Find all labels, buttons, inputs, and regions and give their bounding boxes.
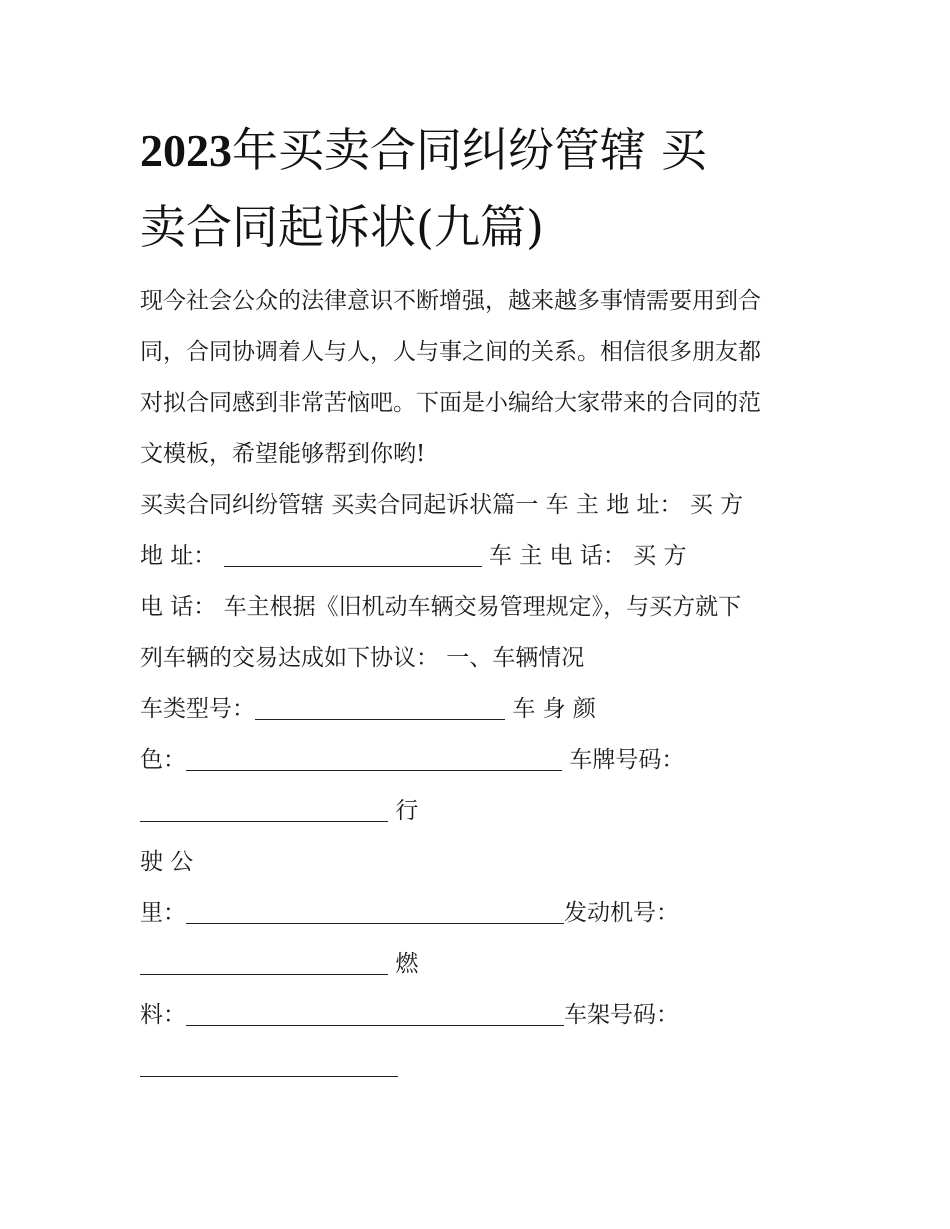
mileage-label-start: 行 [395, 798, 419, 824]
address-label: 地 址： [140, 543, 217, 569]
engine-label: 发动机号： [564, 900, 679, 926]
mileage-line [140, 888, 820, 939]
frame-label: 车架号码： [564, 1002, 679, 1028]
document-body [140, 276, 820, 1092]
fuel-label-start: 燃 [395, 951, 419, 977]
vehicle-type-label: 车类型号： [140, 696, 255, 722]
plate-blank[interactable] [140, 791, 388, 822]
intro-line-2: 同，合同协调着人与人，人与事之间的关系。相信很多朋友都 [140, 339, 761, 365]
title-year: 2023 [140, 125, 232, 176]
owner-phone-label: 车 主 电 话： 买 方 [488, 543, 687, 569]
phone-line: 电 话： 车主根据《旧机动车辆交易管理规定》，与买方就下 [140, 594, 742, 620]
fuel-label-end: 料： [140, 1002, 186, 1028]
intro-line-3: 对拟合同感到非常苦恼吧。下面是小编给大家带来的合同的范 [140, 390, 761, 416]
frame-blank[interactable] [140, 1046, 398, 1077]
agreement-line: 列车辆的交易达成如下协议： 一、车辆情况 [140, 645, 585, 671]
body-color-label-start: 车 身 颜 [512, 696, 596, 722]
engine-blank[interactable] [140, 944, 388, 975]
address-line [140, 531, 820, 582]
body-color-blank[interactable] [186, 740, 562, 771]
fuel-blank[interactable] [186, 995, 564, 1026]
section-heading-line: 买卖合同纠纷管辖 买卖合同起诉状篇一 车 主 地 址： 买 方 [140, 492, 744, 518]
body-color-label-end: 色： [140, 747, 186, 773]
engine-line [140, 939, 820, 990]
fuel-line [140, 990, 820, 1041]
document-title [140, 112, 820, 266]
frame-line [140, 1041, 820, 1092]
mileage-label-line: 驶 公 [140, 849, 194, 875]
body-color-line [140, 735, 820, 786]
plate-label: 车牌号码： [569, 747, 685, 773]
title-line2-text: 卖合同起诉状(九篇) [140, 200, 544, 254]
address-blank[interactable] [224, 536, 482, 567]
intro-line-1: 现今社会公众的法律意识不断增强，越来越多事情需要用到合 [140, 288, 761, 314]
intro-line-4: 文模板，希望能够帮到你哟! [140, 441, 426, 467]
mileage-label-end: 里： [140, 900, 186, 926]
vehicle-type-line [140, 684, 820, 735]
mileage-blank[interactable] [186, 893, 564, 924]
vehicle-type-blank[interactable] [255, 689, 505, 720]
plate-line [140, 786, 820, 837]
title-line1-text: 年买卖合同纠纷管辖 买 [232, 123, 707, 177]
